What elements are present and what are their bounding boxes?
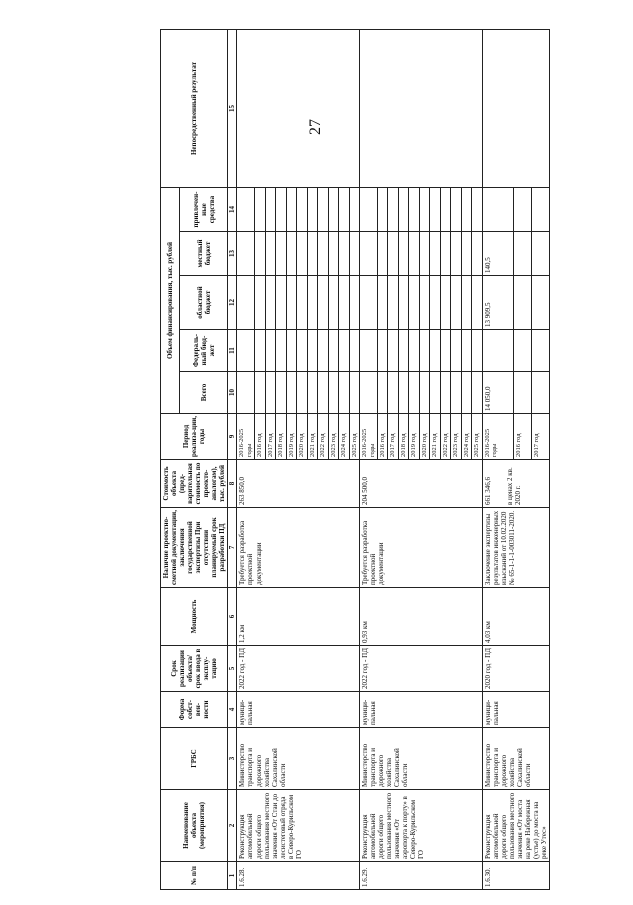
cell-year: 2017 год bbox=[531, 414, 549, 460]
cell-federal bbox=[430, 330, 440, 372]
cell-attracted bbox=[430, 188, 440, 232]
column-number: 4 bbox=[228, 692, 237, 728]
cell-psd: Требуется разработка проектной документации bbox=[237, 508, 360, 588]
hdr-period: Период реализа-ции, годы bbox=[161, 414, 228, 460]
column-number: 1 bbox=[228, 862, 237, 890]
cell-local bbox=[265, 232, 275, 276]
cell-total bbox=[461, 372, 471, 414]
cell-year: 2018 год bbox=[398, 414, 408, 460]
cell-grbs: Министерство транспорта и дорожного хозяйства Сахалинской области bbox=[482, 728, 549, 790]
column-number: 14 bbox=[228, 188, 237, 232]
table-row bbox=[237, 30, 255, 890]
cell-total bbox=[409, 372, 419, 414]
cell-local bbox=[307, 232, 317, 276]
cell-grbs: Министерство транспорта и дорожного хозяйства Сахалинской области bbox=[360, 728, 483, 790]
cell-regional bbox=[265, 276, 275, 330]
hdr-form: Форма собст-вен-ности bbox=[161, 692, 228, 728]
cell-attracted bbox=[276, 188, 286, 232]
cell-total bbox=[419, 372, 429, 414]
cell-year: 2019 год bbox=[286, 414, 296, 460]
cell-federal bbox=[472, 330, 482, 372]
cell-year: 2021 год bbox=[307, 414, 317, 460]
hdr-total: Всего bbox=[180, 372, 228, 414]
hdr-federal: Федераль-ный бюд-жет bbox=[180, 330, 228, 372]
cell-regional bbox=[286, 276, 296, 330]
cell-year: 2022 год bbox=[440, 414, 450, 460]
cell-federal bbox=[307, 330, 317, 372]
column-number: 10 bbox=[228, 372, 237, 414]
column-number: 11 bbox=[228, 330, 237, 372]
cell-local bbox=[377, 232, 387, 276]
column-number: 3 bbox=[228, 728, 237, 790]
cell-regional bbox=[461, 276, 471, 330]
column-number: 5 bbox=[228, 646, 237, 692]
hdr-funding: Объем финансирования, тыс. рублей bbox=[161, 188, 180, 414]
cell-total: 14 050,0 bbox=[482, 372, 513, 414]
cell-federal bbox=[255, 330, 265, 372]
cell-total bbox=[349, 372, 359, 414]
cell-federal bbox=[377, 330, 387, 372]
cell-cost: 263 850,0 bbox=[237, 460, 360, 508]
cell-year: 2016 год bbox=[255, 414, 265, 460]
cell-regional: 13 909,5 bbox=[482, 276, 513, 330]
column-number: 7 bbox=[228, 508, 237, 588]
page-number: 27 bbox=[307, 119, 324, 135]
cell-local bbox=[388, 232, 398, 276]
cell-num: 1.6.30. bbox=[482, 862, 549, 890]
cell-attracted bbox=[472, 188, 482, 232]
cell-federal bbox=[339, 330, 349, 372]
cell-grbs: Министерство транспорта и дорожного хозяйства Сахалинской области bbox=[237, 728, 360, 790]
cell-federal bbox=[513, 330, 531, 372]
cell-federal bbox=[349, 330, 359, 372]
cell-attracted bbox=[297, 188, 307, 232]
hdr-grbs: ГРБС bbox=[161, 728, 228, 790]
cell-local bbox=[328, 232, 338, 276]
cell-attracted bbox=[255, 188, 265, 232]
cell-local bbox=[237, 232, 255, 276]
cell-form: муници-пальная bbox=[360, 692, 483, 728]
cell-regional bbox=[360, 276, 378, 330]
cell-local bbox=[339, 232, 349, 276]
cell-year: 2016-2025 годы bbox=[360, 414, 378, 460]
cell-total bbox=[360, 372, 378, 414]
cell-attracted bbox=[377, 188, 387, 232]
hdr-regional: областной бюджет bbox=[180, 276, 228, 330]
cell-name: Реконструкция автомобильной дороги общего пользования местного значения «От моста на реке Набережная (устье) до моста на реке Утес» bbox=[482, 790, 549, 862]
cell-year: 2021 год bbox=[430, 414, 440, 460]
cell-attracted bbox=[307, 188, 317, 232]
cell-local bbox=[513, 232, 531, 276]
cell-term: 2022 год - ПД bbox=[237, 646, 360, 692]
cell-term: 2020 год - ПД bbox=[482, 646, 549, 692]
cell-year: 2016 год bbox=[377, 414, 387, 460]
cell-regional bbox=[440, 276, 450, 330]
cell-total bbox=[297, 372, 307, 414]
cell-year: 2019 год bbox=[409, 414, 419, 460]
cell-total bbox=[286, 372, 296, 414]
cell-federal bbox=[286, 330, 296, 372]
cell-local bbox=[297, 232, 307, 276]
cell-attracted bbox=[513, 188, 531, 232]
cell-regional bbox=[328, 276, 338, 330]
cell-total bbox=[531, 372, 549, 414]
cell-local bbox=[531, 232, 549, 276]
table-row bbox=[360, 30, 378, 890]
cell-federal bbox=[440, 330, 450, 372]
cell-total bbox=[451, 372, 461, 414]
column-number: 15 bbox=[228, 30, 237, 188]
cell-local bbox=[318, 232, 328, 276]
cell-local: 140,5 bbox=[482, 232, 513, 276]
cell-year: 2020 год bbox=[419, 414, 429, 460]
cell-term: 2022 год - ПД bbox=[360, 646, 483, 692]
cell-federal bbox=[297, 330, 307, 372]
cell-federal bbox=[318, 330, 328, 372]
cell-attracted bbox=[360, 188, 378, 232]
cell-local bbox=[255, 232, 265, 276]
cell-local bbox=[349, 232, 359, 276]
table-row bbox=[482, 30, 513, 890]
cell-total bbox=[318, 372, 328, 414]
cell-year: 2025 год bbox=[349, 414, 359, 460]
column-number: 9 bbox=[228, 414, 237, 460]
cell-year: 2017 год bbox=[388, 414, 398, 460]
table-rotator bbox=[160, 30, 600, 890]
cell-year: 2024 год bbox=[461, 414, 471, 460]
cell-attracted bbox=[318, 188, 328, 232]
cell-federal bbox=[388, 330, 398, 372]
cell-regional bbox=[237, 276, 255, 330]
cell-form: муници-пальная bbox=[237, 692, 360, 728]
cell-year: 2024 год bbox=[339, 414, 349, 460]
hdr-local: местный бюджет bbox=[180, 232, 228, 276]
cell-power: 0,93 км bbox=[360, 588, 483, 646]
cell-attracted bbox=[440, 188, 450, 232]
cell-result bbox=[237, 30, 360, 188]
cell-year: 2016 год bbox=[513, 414, 531, 460]
cell-local bbox=[472, 232, 482, 276]
cell-federal bbox=[451, 330, 461, 372]
hdr-power: Мощность bbox=[161, 588, 228, 646]
cell-total bbox=[276, 372, 286, 414]
column-number: 8 bbox=[228, 460, 237, 508]
cell-total bbox=[440, 372, 450, 414]
cell-local bbox=[430, 232, 440, 276]
hdr-num: № п/п bbox=[161, 862, 228, 890]
cell-federal bbox=[419, 330, 429, 372]
cell-regional bbox=[377, 276, 387, 330]
cell-psd: Заключение экспертизы результатов инженерных изысканий от 10.02.2020 № 65-1-1-1-003011-2020. bbox=[482, 508, 549, 588]
cell-power: 4,03 км bbox=[482, 588, 549, 646]
cell-regional bbox=[276, 276, 286, 330]
cell-total bbox=[377, 372, 387, 414]
cell-regional bbox=[349, 276, 359, 330]
cell-total bbox=[388, 372, 398, 414]
cell-federal bbox=[265, 330, 275, 372]
cell-total bbox=[237, 372, 255, 414]
cell-regional bbox=[472, 276, 482, 330]
column-number-row bbox=[228, 30, 237, 890]
cell-form: муници-пальная bbox=[482, 692, 549, 728]
column-number: 6 bbox=[228, 588, 237, 646]
cell-year: 2023 год bbox=[451, 414, 461, 460]
cell-attracted bbox=[482, 188, 513, 232]
cell-local bbox=[461, 232, 471, 276]
cell-attracted bbox=[531, 188, 549, 232]
cell-attracted bbox=[339, 188, 349, 232]
cell-local bbox=[276, 232, 286, 276]
cell-federal bbox=[482, 330, 513, 372]
cell-federal bbox=[360, 330, 378, 372]
cell-regional bbox=[409, 276, 419, 330]
cell-federal bbox=[461, 330, 471, 372]
cell-federal bbox=[328, 330, 338, 372]
cell-attracted bbox=[388, 188, 398, 232]
cell-regional bbox=[318, 276, 328, 330]
program-table bbox=[160, 29, 550, 890]
cell-local bbox=[398, 232, 408, 276]
column-number: 12 bbox=[228, 276, 237, 330]
cell-regional bbox=[451, 276, 461, 330]
cell-attracted bbox=[451, 188, 461, 232]
cell-regional bbox=[339, 276, 349, 330]
cell-result bbox=[360, 30, 483, 188]
hdr-name: Наименование объекта (мероприятия) bbox=[161, 790, 228, 862]
cell-local bbox=[286, 232, 296, 276]
cell-name: Реконструкция автомобильной дороги общего пользования местного значения «От аэропорта к порту» в Северо-Курильском ГО bbox=[360, 790, 483, 862]
cell-regional bbox=[388, 276, 398, 330]
cell-regional bbox=[419, 276, 429, 330]
cell-year: 2022 год bbox=[318, 414, 328, 460]
cell-regional bbox=[430, 276, 440, 330]
cell-federal bbox=[398, 330, 408, 372]
column-number: 13 bbox=[228, 232, 237, 276]
cell-local bbox=[440, 232, 450, 276]
cell-total bbox=[472, 372, 482, 414]
table-body bbox=[237, 30, 550, 890]
cell-total bbox=[307, 372, 317, 414]
cell-attracted bbox=[237, 188, 255, 232]
cell-local bbox=[451, 232, 461, 276]
hdr-psd: Наличие проектно-сметной документации, заключения государственной экспертизы При отсутствии планируемый срок разработки ПД bbox=[161, 508, 228, 588]
cell-attracted bbox=[286, 188, 296, 232]
cell-regional bbox=[531, 276, 549, 330]
cell-attracted bbox=[409, 188, 419, 232]
cell-federal bbox=[409, 330, 419, 372]
cell-cost: 204 500,0 bbox=[360, 460, 483, 508]
cell-year: 2016-2025 годы bbox=[237, 414, 255, 460]
cell-attracted bbox=[328, 188, 338, 232]
cell-regional bbox=[297, 276, 307, 330]
cell-year: 2017 год bbox=[265, 414, 275, 460]
cell-regional bbox=[255, 276, 265, 330]
cell-num: 1.6.28. bbox=[237, 862, 360, 890]
hdr-cost: Стоимость объекта (пред-варительная стоимость по проекто-аналогам), тыс. рублей bbox=[161, 460, 228, 508]
cell-psd: Требуется разработка проектной документации bbox=[360, 508, 483, 588]
cell-local bbox=[409, 232, 419, 276]
cell-year: 2020 год bbox=[297, 414, 307, 460]
cell-total bbox=[265, 372, 275, 414]
hdr-term: Срок реализации объекта/ срок ввода в эксплу-тацию bbox=[161, 646, 228, 692]
cell-total bbox=[255, 372, 265, 414]
cell-total bbox=[513, 372, 531, 414]
cell-total bbox=[339, 372, 349, 414]
cell-num: 1.6.29. bbox=[360, 862, 483, 890]
cell-federal bbox=[531, 330, 549, 372]
cell-federal bbox=[276, 330, 286, 372]
cell-year: 2023 год bbox=[328, 414, 338, 460]
cell-local bbox=[360, 232, 378, 276]
cell-regional bbox=[398, 276, 408, 330]
cell-attracted bbox=[419, 188, 429, 232]
cell-year: 2018 год bbox=[276, 414, 286, 460]
column-number: 2 bbox=[228, 790, 237, 862]
hdr-attracted: привлечен-ные средства bbox=[180, 188, 228, 232]
cell-name: Реконструкция автомобильной дороги общего пользования местного значения «От Стаи до лесистеговый отряда в Северо-Курильском ГО bbox=[237, 790, 360, 862]
cell-total bbox=[328, 372, 338, 414]
hdr-result: Непосредственный результат bbox=[161, 30, 228, 188]
cell-power: 1,2 км bbox=[237, 588, 360, 646]
cost-note: в ценах 2 кв. 2020 г. bbox=[505, 467, 522, 505]
cell-regional bbox=[513, 276, 531, 330]
cell-total bbox=[430, 372, 440, 414]
cell-result bbox=[482, 30, 549, 188]
cell-year: 2016-2025 годы bbox=[482, 414, 513, 460]
cell-attracted bbox=[461, 188, 471, 232]
cell-local bbox=[419, 232, 429, 276]
cell-cost: 661 346,6 в ценах 2 кв. 2020 г. bbox=[482, 460, 549, 508]
cell-federal bbox=[237, 330, 255, 372]
cell-year: 2025 год bbox=[472, 414, 482, 460]
cell-regional bbox=[307, 276, 317, 330]
cell-total bbox=[398, 372, 408, 414]
cell-attracted bbox=[265, 188, 275, 232]
cell-attracted bbox=[398, 188, 408, 232]
cell-attracted bbox=[349, 188, 359, 232]
